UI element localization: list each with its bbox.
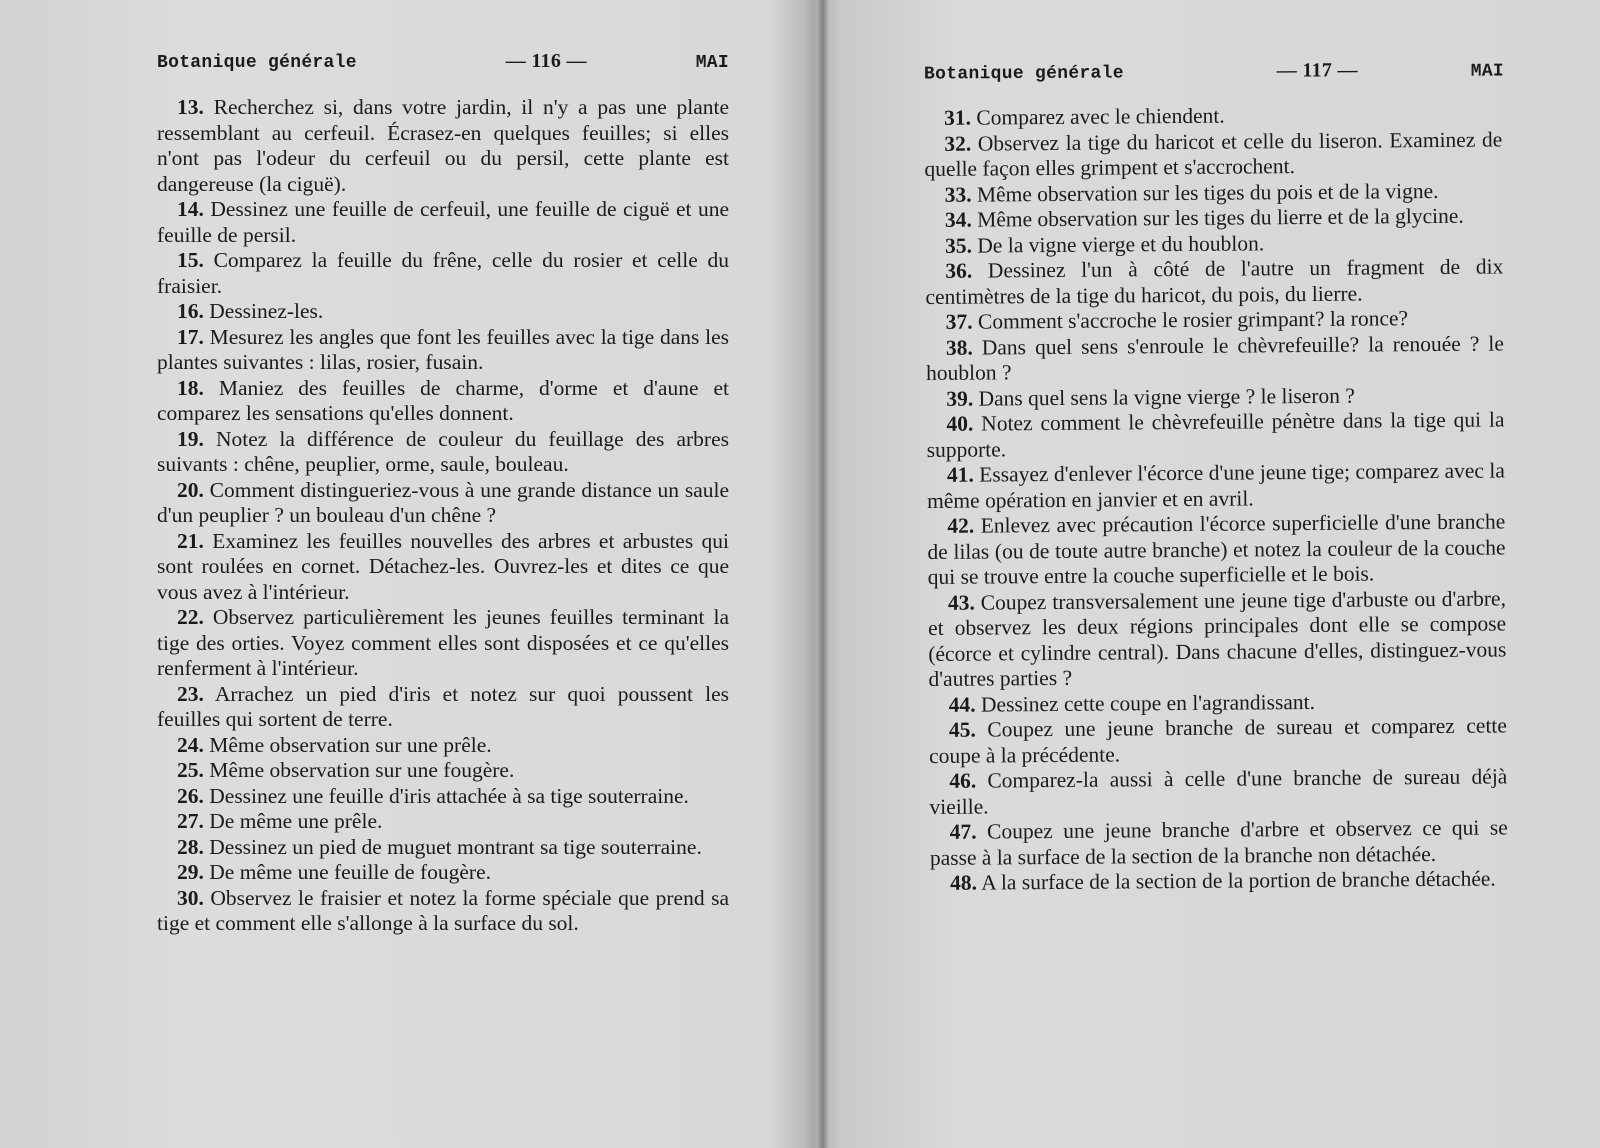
right-page [828,0,1600,1148]
exercise-47: 47. Coupez une jeune branche d'arbre et observez ce qui se passe à la surface de la section de la branche non détachée. [929,815,1508,870]
exercise-26: 26. Dessinez une feuille d'iris attachée à sa tige souterraine. [177,783,689,808]
exercise-46: 46. Comparez-la aussi à celle d'une branche de sureau déjà vieille. [929,764,1508,819]
exercise-38: 38. Dans quel sens s'enroule le chèvrefeuille? la renouée ? le houblon ? [926,330,1504,385]
exercise-22: 22. Observez particulièrement les jeunes feuilles terminant la tige des orties. Voyez comment elles sont disposées et ce qu'elles renferment à l'intérieur. [157,605,729,680]
exercise-37: 37. Comment s'accroche le rosier grimpant? la ronce? [945,306,1409,334]
exercise-14: 14. Dessinez une feuille de cerfeuil, une feuille de ciguë et une feuille de persil. [157,197,729,247]
exercise-19: 19. Notez la différence de couleur du feuillage des arbres suivants : chêne, peuplier, orme, saule, bouleau. [157,426,729,476]
exercise-41: 41. Essayez d'enlever l'écorce d'une jeune tige; comparez avec la même opération en janvier et en avril. [927,458,1505,513]
exercise-15: 15. Comparez la feuille du frêne, celle du rosier et celle du fraisier. [157,248,729,298]
left-exercise-list [157,95,729,937]
exercise-39: 39. Dans quel sens la vigne vierge ? le liseron ? [946,383,1355,411]
book-gutter [818,0,828,1148]
exercise-43: 43. Coupez transversalement une jeune tige d'arbuste ou d'arbre, et observez les deux régions principales dont elle se compose (écorce et cylindre central). Dans chacune d'elles, distinguez-vous d'autres parties ? [928,585,1507,691]
exercise-21: 21. Examinez les feuilles nouvelles des arbres et arbustes qui sont roulées en cornet. Détachez-les. Ouvrez-les et dites ce que vous avez à l'intérieur. [157,528,730,604]
exercise-25: 25. Même observation sur une fougère. [177,758,515,782]
exercise-44: 44. Dessinez cette coupe en l'agrandissant. [948,689,1316,717]
exercise-34: 34. Même observation sur les tiges du lierre et de la glycine. [944,203,1464,232]
exercise-17: 17. Mesurez les angles que font les feuilles avec la tige dans les plantes suivantes : lilas, rosier, fusain. [157,324,730,374]
exercise-30: 30. Observez le fraisier et notez la forme spéciale que prend sa tige et comment elle s'allonge à la surface du sol. [157,885,729,935]
right-header-book-title: Botanique générale [923,63,1124,85]
exercise-13: 13. Recherchez si, dans votre jardin, il n'y a pas une plante ressemblant au cerfeuil. Écrasez-en quelques feuilles; si elles n'ont pas l'odeur du cerfeuil ou du persil, cette plante est dangereuse (la ciguë). [157,95,730,196]
right-exercise-list [924,101,1508,896]
left-page-number: — 116 — [505,50,587,72]
exercise-48: 48. A la surface de la section de la portion de branche détachée. [950,866,1496,895]
exercise-42: 42. Enlevez avec précaution l'écorce superficielle d'une branche de lilas (ou de toute autre branche) et notez la couleur de la couche qui se trouve entre la couche superficielle et le bois. [927,509,1506,589]
exercise-40: 40. Notez comment le chèvrefeuille pénètre dans la tige qui la supporte. [926,407,1505,462]
exercise-36: 36. Dessinez l'un à côté de l'autre un fragment de dix centimètres de la tige du haricot, du pois, du lierre. [925,254,1504,309]
right-page-number: — 117 — [1276,59,1358,82]
right-header-month: MAI [1470,61,1505,82]
exercise-28: 28. Dessinez un pied de muguet montrant sa tige souterraine. [177,834,702,859]
left-running-header [157,50,729,73]
exercise-27: 27. De même une prêle. [177,809,383,833]
right-running-header [924,58,1504,84]
exercise-35: 35. De la vigne vierge et du houblon. [945,230,1265,258]
exercise-23: 23. Arrachez un pied d'iris et notez sur quoi poussent les feuilles qui sortent de terre. [157,681,729,731]
exercise-32: 32. Observez la tige du haricot et celle du liseron. Examinez de quelle façon elles grimpent et s'accrochent. [924,126,1503,181]
exercise-29: 29. De même une feuille de fougère. [177,860,492,884]
exercise-45: 45. Coupez une jeune branche de sureau et comparez cette coupe à la précédente. [929,713,1507,768]
exercise-24: 24. Même observation sur une prêle. [177,732,492,757]
left-header-month: MAI [695,53,729,73]
exercise-16: 16. Dessinez-les. [177,299,324,323]
exercise-18: 18. Maniez des feuilles de charme, d'orme et d'aune et comparez les sensations qu'elles donnent. [157,375,730,425]
exercise-20: 20. Comment distingueriez-vous à une grande distance un saule d'un peuplier ? un bouleau d'un chêne ? [157,477,730,527]
exercise-31: 31. Comparez avec le chiendent. [943,103,1225,130]
left-header-book-title: Botanique générale [157,53,357,73]
exercise-33: 33. Même observation sur les tiges du pois et de la vigne. [944,178,1439,207]
